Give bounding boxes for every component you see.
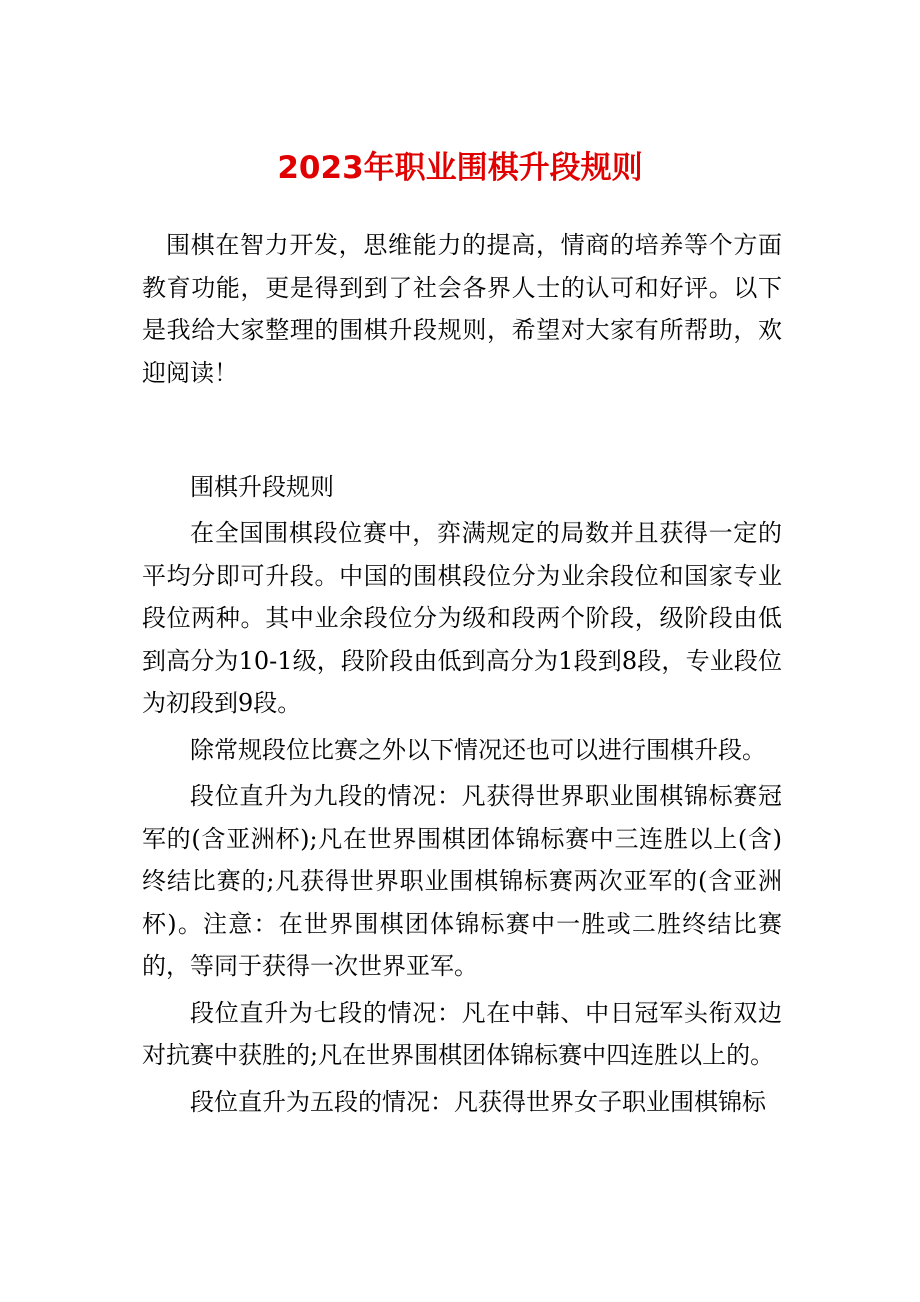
- paragraph-ninth-dan: 段位直升为九段的情况：凡获得世界职业围棋锦标赛冠军的(含亚洲杯);凡在世界围棋团体锦标赛中三连胜以上(含)终结比赛的;凡获得世界职业围棋锦标赛两次亚军的(含亚洲杯)。注意：在世界围棋团体锦标赛中一胜或二胜终结比赛的，等同于获得一次世界亚军。: [142, 782, 782, 980]
- intro-paragraph: 围棋在智力开发，思维能力的提高，情商的培养等个方面教育功能，更是得到到了社会各界人士的认可和好评。以下是我给大家整理的围棋升段规则，希望对大家有所帮助，欢迎阅读！: [142, 231, 782, 387]
- section-heading: 围棋升段规则: [190, 473, 334, 501]
- paragraph-seventh-dan: 段位直升为七段的情况：凡在中韩、中日冠军头衔双边对抗赛中获胜的;凡在世界围棋团体锦标赛中四连胜以上的。: [142, 998, 782, 1069]
- paragraph-fifth-dan: 段位直升为五段的情况：凡获得世界女子职业围棋锦标: [190, 1087, 766, 1116]
- rules-body: [142, 512, 782, 1127]
- paragraph-general-rule: 在全国围棋段位赛中，弈满规定的局数并且获得一定的平均分即可升段。中国的围棋段位分为业余段位和国家专业段位两种。其中业余段位分为级和段两个阶段，级阶段由低到高分为10-1级，段阶段由低到高分为1段到8段，专业段位为初段到9段。: [142, 519, 782, 717]
- document-title: 2023年职业围棋升段规则: [277, 150, 643, 186]
- paragraph-special-cases: 除常规段位比赛之外以下情况还也可以进行围棋升段。: [190, 735, 766, 764]
